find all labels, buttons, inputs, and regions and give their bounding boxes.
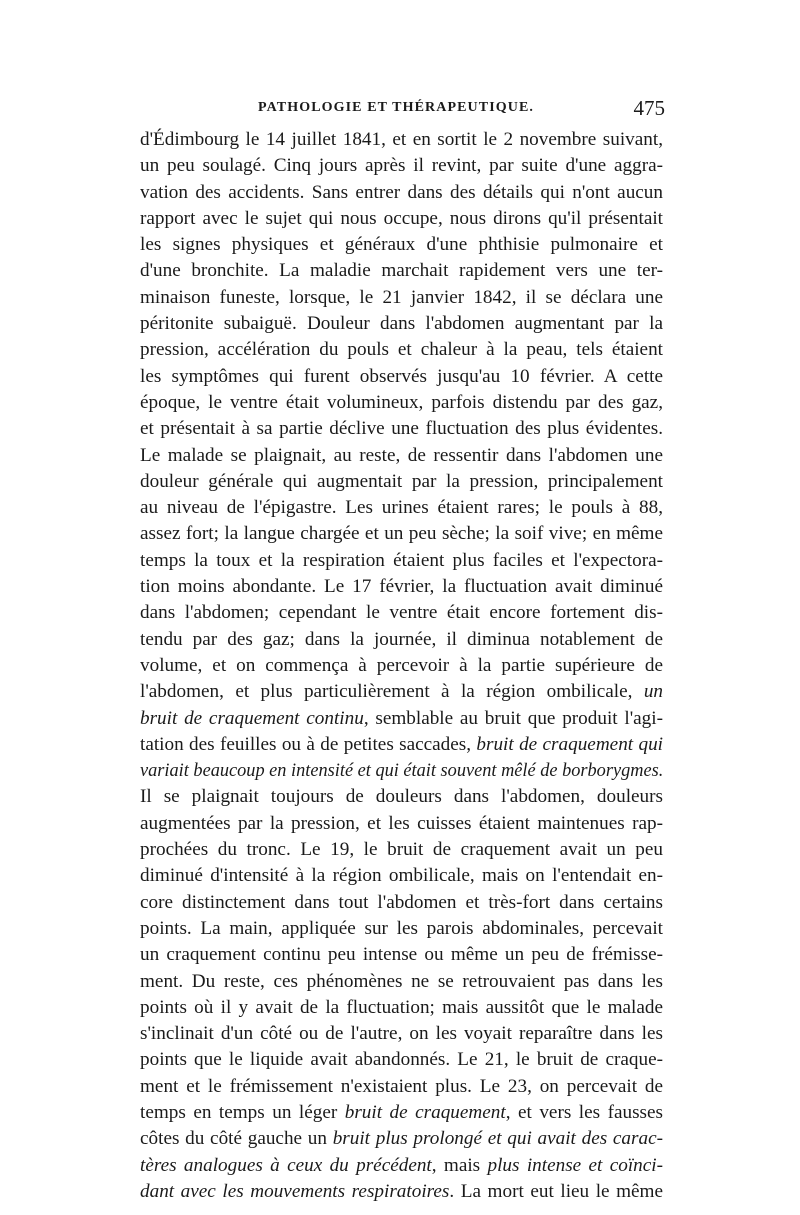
text-segment: d'Édimbourg le 14 juillet 1841, et en sortit le 2 novembre suivant, <box>140 129 663 150</box>
text-line <box>140 495 663 521</box>
text-segment: prochées du tronc. Le 19, le bruit de craquement avait un peu <box>140 839 663 861</box>
text-segment: minaison funeste, lorsque, le 21 janvier 1842, il se déclara une <box>140 286 663 308</box>
text-line <box>140 285 663 311</box>
text-segment: vation des accidents. Sans entrer dans des détails qui n'ont aucun <box>140 181 663 203</box>
text-segment: Il se plaignait toujours de douleurs dans l'abdomen, douleurs <box>140 786 663 808</box>
text-segment: d'une bronchite. La maladie marchait rapidement vers une ter- <box>140 260 663 282</box>
text-line <box>140 180 663 206</box>
text-segment: points que le liquide avait abandonnés. Le 21, le bruit de craque- <box>140 1049 663 1071</box>
text-segment: l'abdomen, et plus particulièrement à la région ombilicale, <box>140 681 644 703</box>
text-line <box>140 706 663 732</box>
text-segment: rapport avec le sujet qui nous occupe, nous dirons qu'il présentait <box>140 207 663 229</box>
text-line <box>140 653 663 679</box>
text-segment: un peu soulagé. Cinq jours après il revint, par suite d'une aggra- <box>140 155 663 177</box>
text-line <box>140 311 663 337</box>
text-line <box>140 837 663 863</box>
text-line <box>140 548 663 574</box>
text-segment: pression, accélération du pouls et chaleur à la peau, tels étaient <box>140 339 663 361</box>
italic-text: dant avec les mouvements respiratoires <box>140 1180 450 1202</box>
text-segment: volume, et on commença à percevoir à la partie supérieure de <box>140 654 663 676</box>
text-segment: ment. Du reste, ces phénomènes ne se retrouvaient pas dans les <box>140 970 663 992</box>
text-line <box>140 416 663 442</box>
text-segment: dans l'abdomen; cependant le ventre était encore fortement dis- <box>140 602 663 624</box>
text-segment: temps la toux et la respiration étaient plus faciles et l'expectora- <box>140 549 663 571</box>
text-line <box>140 443 663 469</box>
italic-text: variait beaucoup en intensité et qui était souvent mêlé de borborygmes. <box>140 760 664 782</box>
text-segment: core distinctement dans tout l'abdomen et très-fort dans certains <box>140 891 663 913</box>
text-segment: assez fort; la langue chargée et un peu sèche; la soif vive; en même <box>140 523 663 545</box>
body-paragraph <box>140 127 663 1205</box>
text-segment: , et vers les fausses <box>505 1101 663 1123</box>
text-segment: tendu par des gaz; dans la journée, il diminua notablement de <box>140 628 663 650</box>
text-segment: augmentées par la pression, et les cuisses étaient maintenues rap- <box>140 812 663 834</box>
text-line <box>140 574 663 600</box>
text-line <box>140 1074 663 1100</box>
text-line <box>140 890 663 916</box>
text-line <box>140 600 663 626</box>
italic-text: bruit de craquement continu <box>140 707 364 729</box>
text-line <box>140 1047 663 1073</box>
text-line <box>140 995 663 1021</box>
text-line <box>140 469 663 495</box>
text-segment: , semblable au bruit que produit l'agi- <box>363 707 663 729</box>
text-segment: tion moins abondante. Le 17 février, la fluctuation avait diminué <box>140 576 663 598</box>
text-line <box>140 679 663 705</box>
text-segment: époque, le ventre était volumineux, parfois distendu par des gaz, <box>140 391 663 413</box>
text-segment: ment et le frémissement n'existaient plus. Le 23, on percevait de <box>140 1075 663 1097</box>
running-title: PATHOLOGIE ET THÉRAPEUTIQUE. <box>258 100 534 115</box>
text-segment: points où il y avait de la fluctuation; mais aussitôt que le malade <box>140 996 663 1018</box>
text-segment: diminué d'intensité à la région ombilicale, mais on l'entendait en- <box>140 865 663 887</box>
text-segment: points. La main, appliquée sur les parois abdominales, percevait <box>140 917 663 939</box>
text-line <box>140 521 663 547</box>
text-line <box>140 206 663 232</box>
text-line <box>140 1179 663 1205</box>
text-line <box>140 1100 663 1126</box>
text-segment: les signes physiques et généraux d'une phthisie pulmonaire et <box>140 234 663 256</box>
text-segment: tation des feuilles ou à de petites saccades, <box>140 733 477 755</box>
text-segment: les symptômes qui furent observés jusqu'au 10 février. A cette <box>140 365 663 387</box>
text-segment: un craquement continu peu intense ou même un peu de frémisse- <box>140 944 663 966</box>
text-segment: temps en temps un léger <box>140 1101 345 1123</box>
text-segment: au niveau de l'épigastre. Les urines étaient rares; le pouls à 88, <box>140 497 663 519</box>
text-line <box>140 784 663 810</box>
text-segment: , mais <box>431 1154 488 1176</box>
text-line <box>140 916 663 942</box>
italic-text: bruit plus prolongé et qui avait des carac- <box>332 1128 663 1150</box>
text-line <box>140 232 663 258</box>
italic-text: un <box>643 681 663 703</box>
text-line <box>140 258 663 284</box>
text-segment: et présentait à sa partie déclive une fluctuation des plus évidentes. <box>140 418 663 440</box>
text-segment: douleur générale qui augmentait par la pression, principalement <box>140 470 663 492</box>
text-segment: côtes du côté gauche un <box>140 1128 333 1150</box>
text-line <box>140 1126 663 1152</box>
text-line <box>140 969 663 995</box>
italic-text: bruit de craquement <box>344 1101 506 1123</box>
text-line <box>140 390 663 416</box>
text-line <box>140 1021 663 1047</box>
italic-text: plus intense et coïnci- <box>487 1154 663 1176</box>
running-header <box>140 96 665 126</box>
text-segment: Le malade se plaignait, au reste, de ressentir dans l'abdomen une <box>140 444 663 466</box>
text-line <box>140 153 663 179</box>
text-segment: . La mort eut lieu le même <box>449 1180 663 1202</box>
text-segment: s'inclinait d'un côté ou de l'autre, on les voyait reparaître dans les <box>140 1023 663 1045</box>
text-line <box>140 732 663 758</box>
text-line <box>140 863 663 889</box>
italic-text: tères analogues à ceux du précédent <box>140 1154 432 1176</box>
text-line <box>140 127 663 153</box>
text-segment: péritonite subaiguë. Douleur dans l'abdomen augmentant par la <box>140 313 663 335</box>
italic-text: bruit de craquement qui <box>476 733 663 755</box>
page-number: 475 <box>633 96 665 120</box>
text-line <box>140 337 663 363</box>
text-line <box>140 364 663 390</box>
text-line <box>140 627 663 653</box>
text-line <box>140 811 663 837</box>
text-line <box>140 758 663 784</box>
text-line <box>140 942 663 968</box>
text-line <box>140 1153 663 1179</box>
